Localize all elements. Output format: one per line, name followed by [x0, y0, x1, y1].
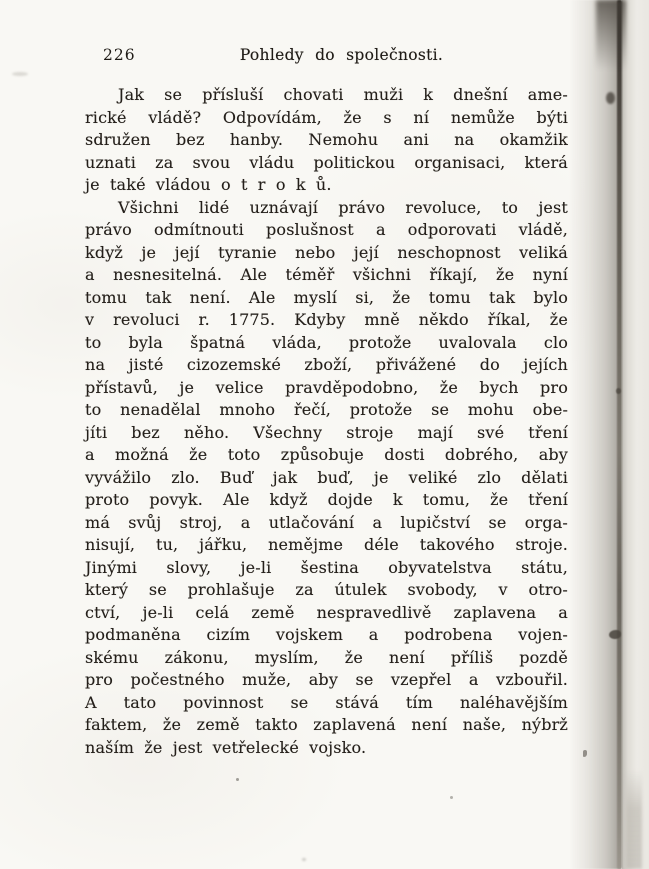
text-line: skému zákonu, myslím, že není příliš pozdě	[85, 647, 568, 667]
ink-speck	[12, 72, 28, 76]
text-line: a možná že toto způsobuje dosti dobrého, aby	[85, 445, 568, 464]
text-line: je také vládou o t r o k ů.	[85, 175, 332, 194]
text-line: rické vládě? Odpovídám, že s ní nemůže býti	[85, 107, 568, 127]
page-edge-bottom-streak	[626, 770, 642, 869]
text-line: Všichni lidé uznávají právo revoluce, to jest	[118, 197, 568, 217]
text-line: sdružen bez hanby. Nemohu ani na okamžik	[85, 130, 568, 149]
page-edge-top-shadow	[596, 0, 626, 70]
text-line: a nesnesitelná. Ale téměř všichni říkají, že nyní	[85, 265, 568, 284]
text-line: v revoluci r. 1775. Kdyby mně někdo říkal, že	[85, 310, 568, 329]
text-line: Jak se přísluší chovati muži k dnešní ame-	[118, 85, 568, 104]
text-lines	[85, 84, 568, 759]
ink-speck	[606, 92, 615, 104]
text-line: právo odmítnouti poslušnost a odporovati vládě,	[85, 220, 568, 239]
ink-speck	[616, 388, 621, 394]
text-line: má svůj stroj, a utlačování a lupičství se orga-	[85, 512, 568, 532]
page-header	[85, 46, 568, 68]
text-line: přístavů, je velice pravděpodobno, že bych pro	[85, 377, 568, 397]
page-edge-strip	[622, 0, 649, 869]
text-line: pro počestného muže, aby se vzepřel a vzbouřil.	[85, 670, 568, 689]
text-line: který se prohlašuje za útulek svobody, v otro-	[85, 580, 568, 599]
text-line: tomu tak není. Ale myslí si, že tomu tak bylo	[85, 287, 568, 307]
text-line: to byla špatná vláda, protože uvalovala clo	[85, 332, 568, 352]
text-line: proto povyk. Ale když dojde k tomu, že tření	[85, 490, 568, 509]
text-line: to nenadělal mnoho řečí, protože se mohu obe-	[85, 400, 568, 419]
text-line: vyvážilo zlo. Buď jak buď, je veliké zlo dělati	[85, 467, 568, 487]
ink-speck	[609, 630, 621, 639]
ink-speck	[236, 778, 239, 781]
text-line: naším že jest vetřelecké vojsko.	[85, 737, 367, 757]
page-edge-dark-line	[617, 0, 622, 869]
text-line: A tato povinnost se stává tím naléhavějším	[85, 692, 568, 712]
page-edge-shadow	[569, 0, 621, 869]
ink-speck	[302, 858, 306, 861]
text-line: jíti bez něho. Všechny stroje mají své tření	[85, 422, 568, 442]
text-line: faktem, že země takto zaplavená není naše, nýbrž	[85, 715, 568, 734]
text-line: na jisté cizozemské zboží, přivážené do jejích	[85, 355, 568, 374]
page-number: 226	[103, 46, 136, 64]
text-line: když je její tyranie nebo její neschopnost veliká	[85, 242, 568, 262]
text-line: podmaněna cizím vojskem a podrobena vojen-	[85, 625, 568, 644]
text-line: Jinými slovy, je-li šestina obyvatelstva státu,	[85, 557, 568, 577]
text-line: nisují, tu, jářku, nemějme déle takového stroje.	[85, 535, 568, 554]
running-title: Pohledy do společnosti.	[239, 46, 444, 64]
text-line: ctví, je-li celá země nespravedlivě zaplavena a	[85, 602, 568, 622]
ink-speck	[450, 796, 453, 799]
text-line: uznati za svou vládu politickou organisaci, která	[85, 152, 568, 172]
